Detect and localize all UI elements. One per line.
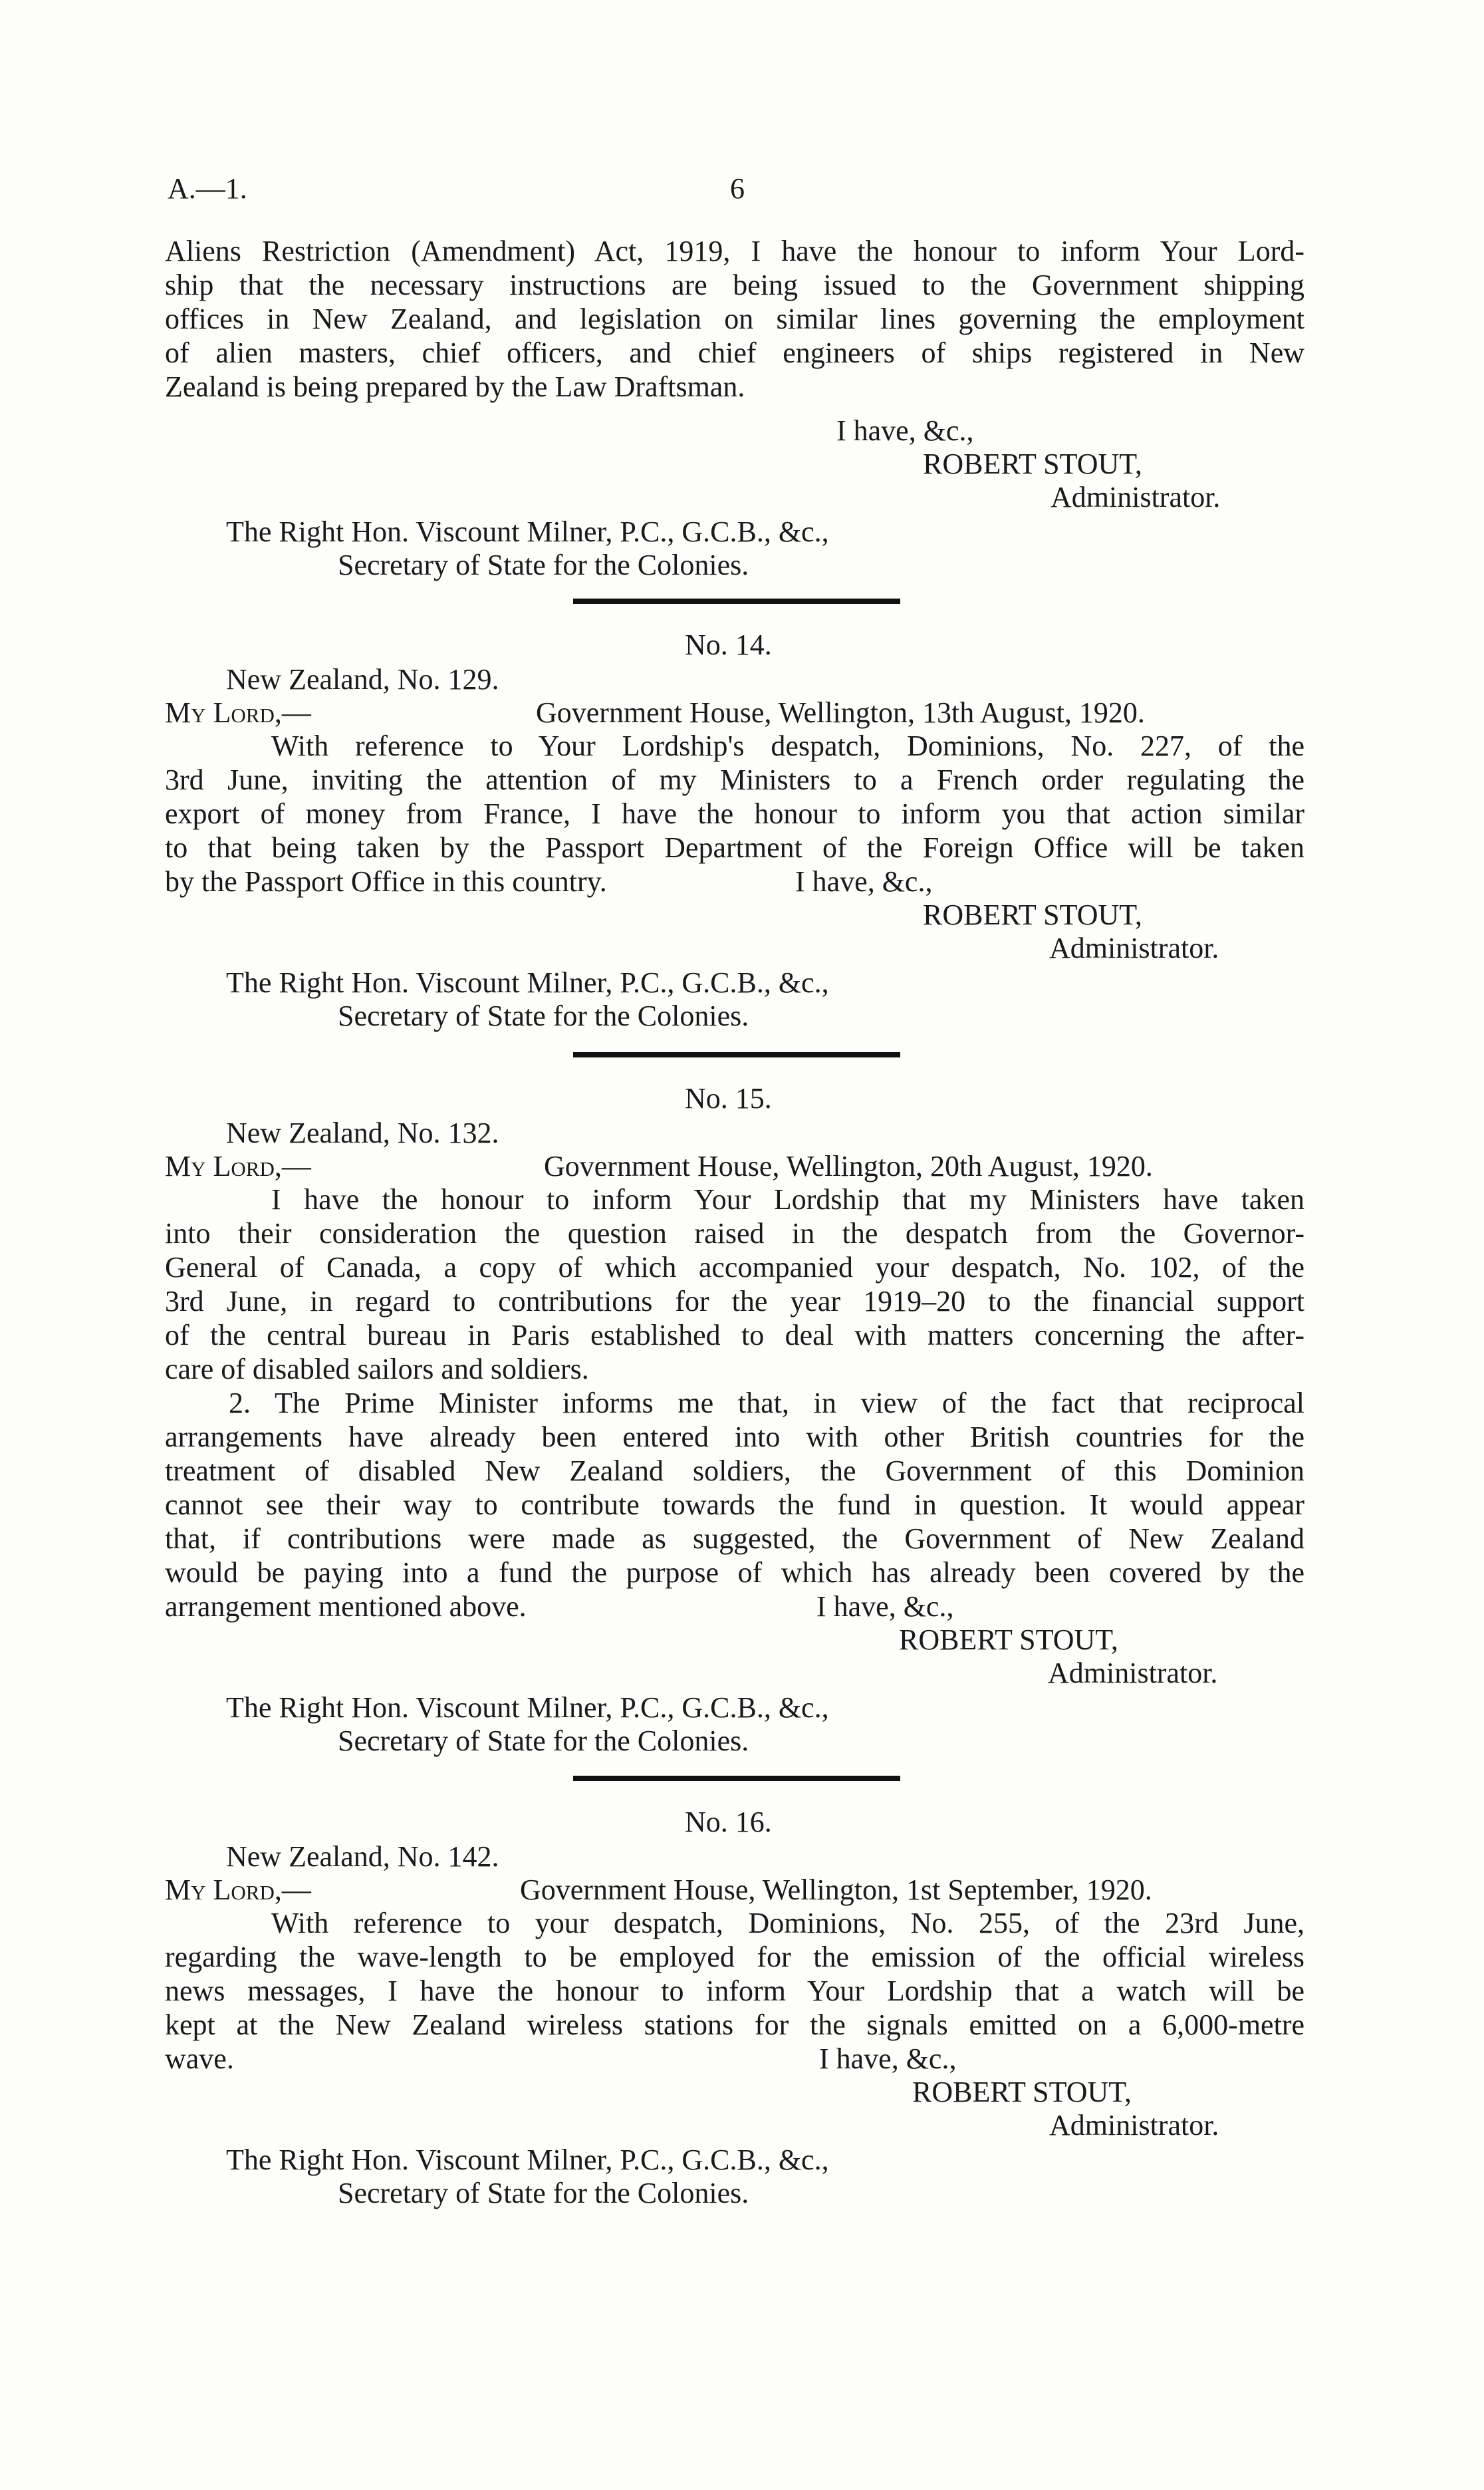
text-line: 3rd June, inviting the attention of my Ministers to a French order regulating the <box>165 763 1304 796</box>
text-line: news messages, I have the honour to inform Your Lordship that a watch will be <box>165 1975 1304 2007</box>
text-line: arrangements have already been entered into with other British countries for the <box>165 1421 1304 1453</box>
despatch-number: No. 14. <box>685 628 772 661</box>
text-line: ship that the necessary instructions are being issued to the Government shipping <box>165 269 1304 301</box>
text-line: General of Canada, a copy of which accompanied your despatch, No. 102, of the <box>165 1251 1304 1284</box>
text-line: of alien masters, chief officers, and chief engineers of ships registered in New <box>165 337 1304 369</box>
despatch-reference: New Zealand, No. 129. <box>226 663 499 696</box>
series-header: A.—1. <box>168 172 247 205</box>
despatch-body-paragraph-2 <box>165 1386 1304 1623</box>
text-line: cannot see their way to contribute towards the fund in question. It would appear <box>165 1488 1304 1521</box>
salutation: My Lord,— <box>165 696 311 729</box>
signatory-title: Administrator. <box>1049 2109 1219 2142</box>
section-divider <box>573 1776 900 1781</box>
text-line: Aliens Restriction (Amendment) Act, 1919, I have the honour to inform Your Lord- <box>165 235 1304 267</box>
addressee: The Right Hon. Viscount Milner, P.C., G.C.B., &c., <box>226 1691 829 1724</box>
closing-formula: I have, &c., <box>816 1590 954 1623</box>
text-line: arrangement mentioned above. <box>165 1590 527 1623</box>
signature: ROBERT STOUT, <box>923 448 1142 480</box>
text-line: would be paying into a fund the purpose of which has already been covered by the <box>165 1556 1304 1589</box>
signatory-title: Administrator. <box>1049 932 1219 964</box>
text-line: that, if contributions were made as suggested, the Government of New Zealand <box>165 1522 1304 1555</box>
text-line: Zealand is being prepared by the Law Draftsman. <box>165 370 745 403</box>
place-date: Government House, Wellington, 1st September, 1920. <box>520 1873 1152 1906</box>
page-number: 6 <box>730 172 745 205</box>
addressee-role: Secretary of State for the Colonies. <box>338 2177 749 2209</box>
text-line: by the Passport Office in this country. <box>165 865 607 898</box>
closing-formula: I have, &c., <box>836 414 974 447</box>
signatory-title: Administrator. <box>1051 481 1221 513</box>
text-line: regarding the wave-length to be employed for the emission of the official wireless <box>165 1941 1304 1973</box>
despatch-reference: New Zealand, No. 132. <box>226 1117 499 1149</box>
salutation: My Lord,— <box>165 1873 311 1906</box>
opening-paragraph <box>165 234 1304 404</box>
despatch-reference: New Zealand, No. 142. <box>226 1840 499 1873</box>
closing-formula: I have, &c., <box>795 865 933 898</box>
signature: ROBERT STOUT, <box>923 899 1142 931</box>
text-line: 2. The Prime Minister informs me that, in view of the fact that reciprocal <box>229 1387 1304 1419</box>
text-line: 3rd June, in regard to contributions for the year 1919–20 to the financial support <box>165 1285 1304 1317</box>
place-date: Government House, Wellington, 20th August, 1920. <box>544 1150 1153 1182</box>
despatch-number: No. 15. <box>685 1082 772 1115</box>
despatch-body <box>165 729 1304 899</box>
addressee: The Right Hon. Viscount Milner, P.C., G.C.B., &c., <box>226 966 829 999</box>
salutation: My Lord,— <box>165 1150 311 1182</box>
closing-formula: I have, &c., <box>819 2042 957 2075</box>
despatch-body <box>165 1906 1304 2076</box>
signature: ROBERT STOUT, <box>912 2076 1132 2108</box>
text-line: care of disabled sailors and soldiers. <box>165 1353 589 1385</box>
text-line: With reference to your despatch, Dominions, No. 255, of the 23rd June, <box>271 1907 1304 1939</box>
text-line: of the central bureau in Paris established to deal with matters concerning the after- <box>165 1319 1304 1351</box>
text-line: to that being taken by the Passport Department of the Foreign Office will be taken <box>165 831 1304 864</box>
place-date: Government House, Wellington, 13th August, 1920. <box>536 696 1145 729</box>
section-divider <box>573 1052 900 1057</box>
text-line: I have the honour to inform Your Lordship that my Ministers have taken <box>271 1183 1304 1216</box>
signature: ROBERT STOUT, <box>899 1623 1118 1656</box>
text-line: export of money from France, I have the honour to inform you that action similar <box>165 797 1304 830</box>
addressee-role: Secretary of State for the Colonies. <box>338 1725 749 1757</box>
section-divider <box>573 599 900 604</box>
text-line: offices in New Zealand, and legislation on similar lines governing the employment <box>165 303 1304 335</box>
addressee: The Right Hon. Viscount Milner, P.C., G.C.B., &c., <box>226 2144 829 2176</box>
signatory-title: Administrator. <box>1048 1657 1218 1689</box>
text-line: kept at the New Zealand wireless stations for the signals emitted on a 6,000-metre <box>165 2008 1304 2041</box>
addressee-role: Secretary of State for the Colonies. <box>338 549 749 581</box>
despatch-body <box>165 1182 1304 1386</box>
addressee: The Right Hon. Viscount Milner, P.C., G.C.B., &c., <box>226 515 829 548</box>
despatch-number: No. 16. <box>685 1806 772 1838</box>
text-line: into their consideration the question raised in the despatch from the Governor- <box>165 1217 1304 1250</box>
text-line: With reference to Your Lordship's despatch, Dominions, No. 227, of the <box>271 730 1304 762</box>
text-line: wave. <box>165 2042 234 2075</box>
text-line: treatment of disabled New Zealand soldiers, the Government of this Dominion <box>165 1454 1304 1487</box>
addressee-role: Secretary of State for the Colonies. <box>338 1000 749 1032</box>
